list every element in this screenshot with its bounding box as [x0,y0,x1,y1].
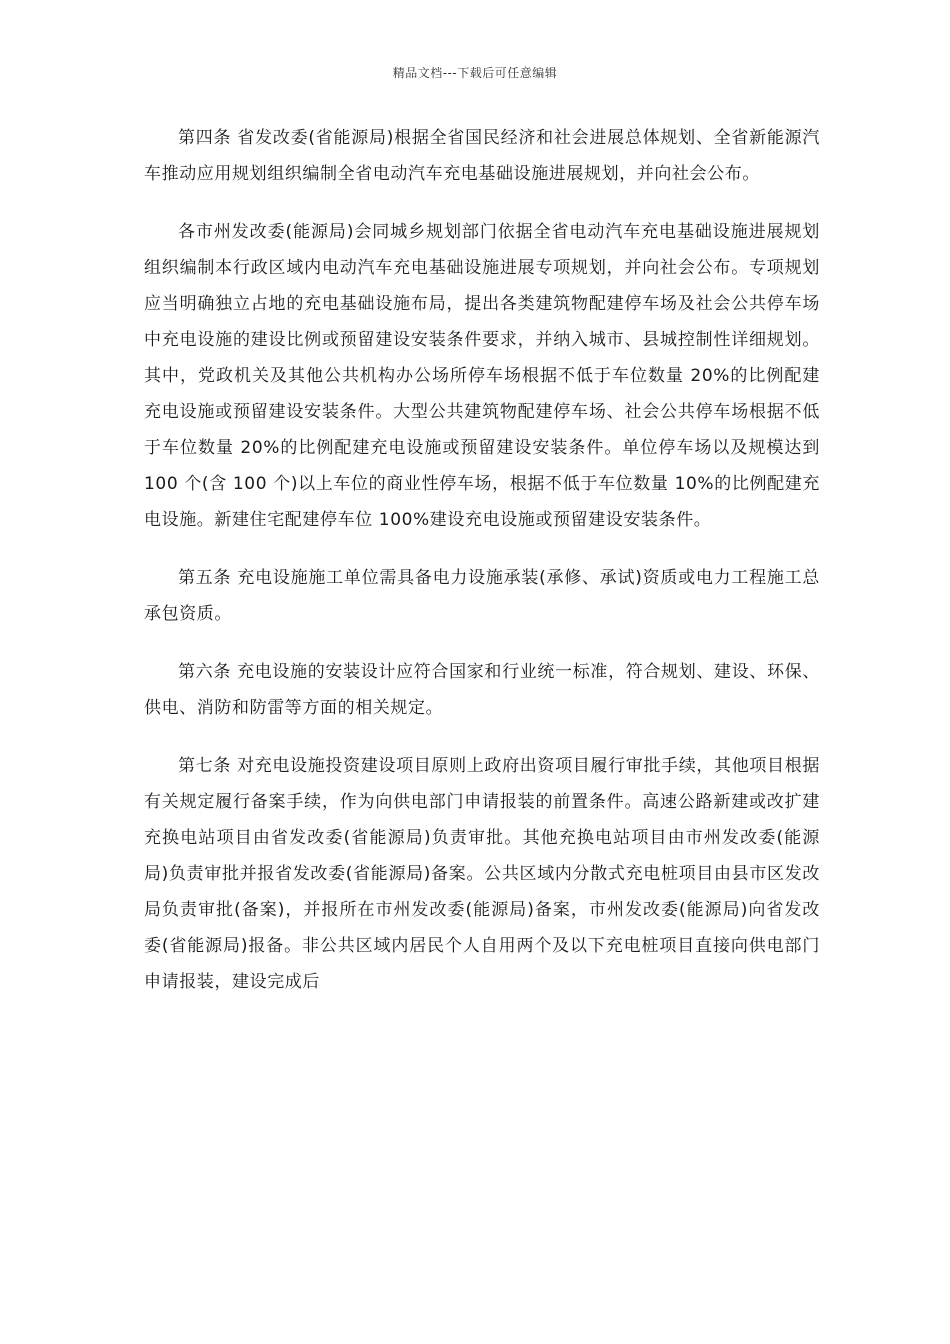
paragraph-article-5: 第五条 充电设施施工单位需具备电力设施承装(承修、承试)资质或电力工程施工总承包资质。 [144,568,820,624]
paragraph-article-6: 第六条 充电设施的安装设计应符合国家和行业统一标准，符合规划、建设、环保、供电、消防和防雷等方面的相关规定。 [144,662,820,718]
document-body [144,120,820,1022]
paragraph-special-plan: 各市州发改委(能源局)会同城乡规划部门依据全省电动汽车充电基础设施进展规划组织编制本行政区域内电动汽车充电基础设施进展专项规划，并向社会公布。专项规划应当明确独立占地的充电基础设施布局，提出各类建筑物配建停车场及社会公共停车场中充电设施的建设比例或预留建设安装条件要求，并纳入城市、县城控制性详细规划。其中，党政机关及其他公共机构办公场所停车场根据不低于车位数量 20%的比例配建充电设施或预留建设安装条件。大型公共建筑物配建停车场、社会公共停车场根据不低于车位数量 20%的比例配建充电设施或预留建设安装条件。单位停车场以及规模达到 100 个(含 100 个)以上车位的商业性停车场，根据不低于车位数量 10%的比例配建充电设施。新建住宅配建停车位 100%建设充电设施或预留建设安装条件。 [144,222,820,530]
paragraph-article-4: 第四条 省发改委(省能源局)根据全省国民经济和社会进展总体规划、全省新能源汽车推动应用规划组织编制全省电动汽车充电基础设施进展规划，并向社会公布。 [144,128,820,184]
page-header: 精品文档---下载后可任意编辑 [392,66,558,80]
paragraph-article-7: 第七条 对充电设施投资建设项目原则上政府出资项目履行审批手续，其他项目根据有关规定履行备案手续，作为向供电部门申请报装的前置条件。高速公路新建或改扩建充换电站项目由省发改委(省能源局)负责审批。其他充换电站项目由市州发改委(能源局)负责审批并报省发改委(省能源局)备案。公共区域内分散式充电桩项目由县市区发改局负责审批(备案)，并报所在市州发改委(能源局)备案，市州发改委(能源局)向省发改委(省能源局)报备。非公共区域内居民个人自用两个及以下充电桩项目直接向供电部门申请报装，建设完成后 [144,756,820,992]
